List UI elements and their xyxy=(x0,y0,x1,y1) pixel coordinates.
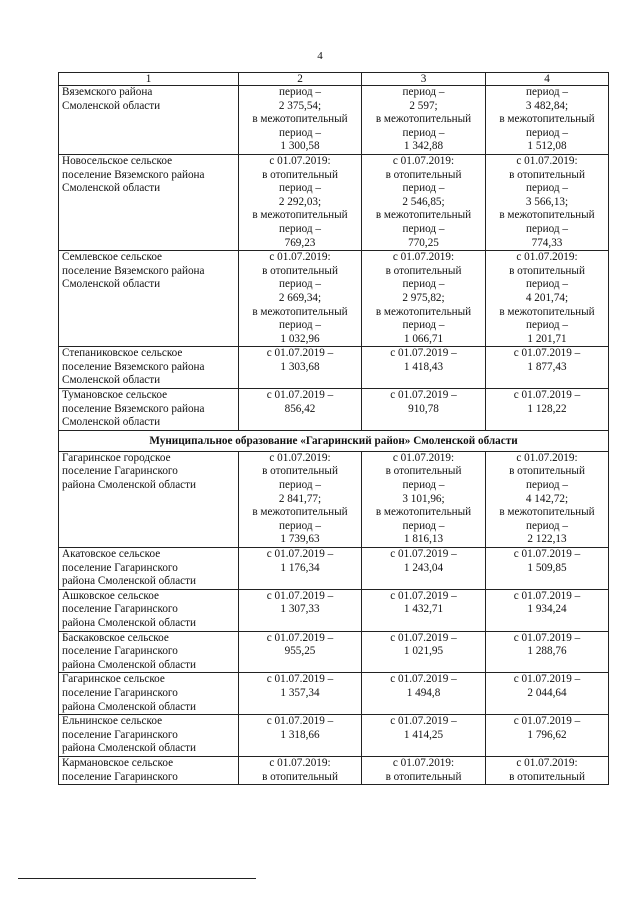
value-line: с 01.07.2019 – xyxy=(266,389,334,402)
value-line: 1 243,04 xyxy=(403,561,444,574)
value-line: 910,78 xyxy=(408,402,439,415)
value-line: 1 512,08 xyxy=(527,140,567,153)
value-line: в отопительный xyxy=(509,465,585,478)
value-line: период – xyxy=(402,86,445,98)
tariff-cell-3 xyxy=(362,715,486,757)
value-line: с 01.07.2019 – xyxy=(513,589,581,602)
name-line: поселение Гагаринского xyxy=(62,645,178,658)
value-line: в межотопительный xyxy=(499,209,595,222)
settlement-name-cell xyxy=(59,389,239,431)
value-line: 1 318,66 xyxy=(280,728,320,741)
value-line: с 01.07.2019: xyxy=(392,756,455,769)
tariff-cell-4 xyxy=(486,389,609,431)
name-line: Акатовское сельское xyxy=(62,548,161,560)
value-line: с 01.07.2019: xyxy=(392,451,455,464)
value-line: в межотопительный xyxy=(252,209,348,222)
name-line: поселение Вяземского района xyxy=(62,360,205,373)
value-line: 2 841,77; xyxy=(278,492,322,505)
value-line: период – xyxy=(279,222,321,235)
name-line: Смоленской области xyxy=(62,182,161,195)
settlement-name-cell xyxy=(59,86,239,155)
value-line: в межотопительный xyxy=(375,506,472,519)
tariff-cell-3 xyxy=(362,347,486,389)
value-line: 1 357,34 xyxy=(280,686,320,699)
settlement-name-cell xyxy=(59,631,239,673)
value-line: период – xyxy=(279,479,321,492)
tariff-cell-4 xyxy=(486,347,609,389)
value-line: с 01.07.2019 – xyxy=(266,631,334,644)
value-line: период – xyxy=(279,519,321,532)
value-line: 2 669,34; xyxy=(278,291,322,304)
value-line: 769,23 xyxy=(284,236,316,249)
tariff-cell-2 xyxy=(239,756,362,784)
value-line: 1 739,63 xyxy=(280,533,320,546)
name-line: Смоленской области xyxy=(62,278,161,291)
value-line: в отопительный xyxy=(262,465,338,478)
header-cell-4: 4 xyxy=(486,73,609,86)
value-line: период – xyxy=(526,86,568,98)
tariff-cell-4 xyxy=(486,631,609,673)
name-line: Ашковское сельское xyxy=(62,589,159,602)
value-line: период – xyxy=(526,319,568,332)
name-line: района Смоленской области xyxy=(62,742,197,755)
tariff-cell-3 xyxy=(362,756,486,784)
value-line: с 01.07.2019: xyxy=(269,251,331,264)
value-line: 1 201,71 xyxy=(527,332,567,345)
settlement-name-cell xyxy=(59,715,239,757)
value-line: в отопительный xyxy=(509,168,585,181)
value-line: в межотопительный xyxy=(375,305,472,318)
section-block xyxy=(59,430,609,451)
table-row xyxy=(59,756,609,784)
value-line: 1 303,68 xyxy=(280,360,320,373)
value-line: 2 975,82; xyxy=(402,291,445,304)
value-line: с 01.07.2019: xyxy=(516,154,578,167)
name-line: Смоленской области xyxy=(62,416,161,429)
page-number: 4 xyxy=(317,50,323,62)
value-line: 1 432,71 xyxy=(403,603,444,616)
value-line: с 01.07.2019: xyxy=(516,451,578,464)
name-line: поселение Гагаринского xyxy=(62,561,178,574)
settlement-name-cell xyxy=(59,451,239,547)
settlement-name-cell xyxy=(59,589,239,631)
tariff-cell-2 xyxy=(239,631,362,673)
tariff-cell-3 xyxy=(362,548,486,590)
header-cell-1: 1 xyxy=(59,73,239,86)
value-line: с 01.07.2019 – xyxy=(513,548,581,560)
value-line: в отопительный xyxy=(385,465,462,478)
value-line: 1 021,95 xyxy=(403,645,444,658)
value-line: с 01.07.2019: xyxy=(516,756,578,769)
value-line: в отопительный xyxy=(385,770,462,783)
name-line: Смоленской области xyxy=(62,374,161,387)
value-line: период – xyxy=(279,278,321,291)
value-line: 774,33 xyxy=(531,236,563,249)
value-line: в отопительный xyxy=(509,770,585,783)
name-line: Гагаринское городское xyxy=(62,451,171,464)
value-line: с 01.07.2019: xyxy=(269,451,331,464)
tariff-cell-3 xyxy=(362,451,486,547)
value-line: с 01.07.2019: xyxy=(392,154,455,167)
tariff-cell-3 xyxy=(362,389,486,431)
value-line: с 01.07.2019 – xyxy=(390,715,457,728)
name-line: поселение Вяземского района xyxy=(62,168,205,181)
value-line: с 01.07.2019 – xyxy=(513,715,581,728)
value-line: 1 128,22 xyxy=(527,402,567,415)
value-line: в межотопительный xyxy=(499,506,595,519)
value-line: с 01.07.2019 – xyxy=(390,631,457,644)
value-line: период – xyxy=(402,126,445,139)
value-line: с 01.07.2019 – xyxy=(390,389,457,402)
table-row xyxy=(59,673,609,715)
value-line: 4 142,72; xyxy=(525,492,569,505)
name-line: Кармановское сельское xyxy=(62,756,174,769)
name-line: поселение Гагаринского xyxy=(62,603,178,616)
value-line: в отопительный xyxy=(262,168,338,181)
value-line: период – xyxy=(402,319,445,332)
section-row xyxy=(59,430,609,451)
value-line: 1 418,43 xyxy=(403,360,444,373)
value-line: 1 816,13 xyxy=(403,533,444,546)
tariff-cell-3 xyxy=(362,589,486,631)
value-line: с 01.07.2019 – xyxy=(390,548,457,560)
tariff-cell-4 xyxy=(486,86,609,155)
tariff-cell-2 xyxy=(239,86,362,155)
value-line: с 01.07.2019 – xyxy=(390,347,457,360)
tariff-cell-2 xyxy=(239,715,362,757)
value-line: 1 307,33 xyxy=(280,603,320,616)
table-row xyxy=(59,86,609,155)
value-line: 1 877,43 xyxy=(527,360,567,373)
header-cell-3: 3 xyxy=(362,73,486,86)
name-line: Степаниковское сельское xyxy=(62,347,183,360)
value-line: 2 122,13 xyxy=(527,533,567,546)
name-line: Баскаковское сельское xyxy=(62,631,169,644)
value-line: период – xyxy=(526,519,568,532)
tariff-cell-4 xyxy=(486,756,609,784)
settlement-name-cell xyxy=(59,154,239,250)
tariff-cell-3 xyxy=(362,86,486,155)
value-line: в отопительный xyxy=(385,264,462,277)
value-line: период – xyxy=(279,319,321,332)
value-line: с 01.07.2019 – xyxy=(513,389,581,402)
value-line: 3 101,96; xyxy=(402,492,445,505)
tariff-cell-2 xyxy=(239,389,362,431)
settlement-name-cell xyxy=(59,251,239,347)
value-line: 856,42 xyxy=(284,402,316,415)
name-line: района Смоленской области xyxy=(62,575,197,588)
table-row xyxy=(59,548,609,590)
value-line: период – xyxy=(402,278,445,291)
value-line: 3 482,84; xyxy=(525,99,569,112)
value-line: с 01.07.2019 – xyxy=(513,347,581,360)
tariff-cell-4 xyxy=(486,548,609,590)
value-line: период – xyxy=(526,479,568,492)
value-line: с 01.07.2019: xyxy=(269,756,331,769)
name-line: Вяземского района xyxy=(62,86,153,98)
table-body-after xyxy=(59,451,609,784)
value-line: период – xyxy=(526,222,568,235)
value-line: 1 032,96 xyxy=(280,332,320,345)
name-line: района Смоленской области xyxy=(62,700,197,713)
name-line: поселение Гагаринского xyxy=(62,465,178,478)
value-line: в межотопительный xyxy=(499,305,595,318)
value-line: в межотопительный xyxy=(252,506,348,519)
value-line: в межотопительный xyxy=(375,113,472,126)
value-line: с 01.07.2019 – xyxy=(266,347,334,360)
value-line: с 01.07.2019 – xyxy=(266,673,334,686)
section-title: Муниципальное образование «Гагаринский район» Смоленской области xyxy=(59,430,609,451)
name-line: района Смоленской области xyxy=(62,616,197,629)
tariff-cell-4 xyxy=(486,715,609,757)
footnote-divider xyxy=(18,878,256,879)
tariff-cell-4 xyxy=(486,673,609,715)
value-line: в отопительный xyxy=(509,264,585,277)
value-line: период – xyxy=(526,278,568,291)
value-line: 2 292,03; xyxy=(278,195,322,208)
name-line: Семлевское сельское xyxy=(62,251,163,264)
value-line: с 01.07.2019: xyxy=(516,251,578,264)
value-line: 1 176,34 xyxy=(280,561,320,574)
value-line: 1 509,85 xyxy=(527,561,567,574)
value-line: 1 342,88 xyxy=(403,140,444,153)
table-header-row xyxy=(59,73,609,86)
tariff-cell-2 xyxy=(239,451,362,547)
name-line: района Смоленской области xyxy=(62,479,197,492)
value-line: с 01.07.2019 – xyxy=(390,589,457,602)
value-line: период – xyxy=(526,126,568,139)
table-row xyxy=(59,389,609,431)
value-line: в межотопительный xyxy=(375,209,472,222)
value-line: с 01.07.2019 – xyxy=(266,715,334,728)
tariff-cell-2 xyxy=(239,347,362,389)
value-line: период – xyxy=(402,182,445,195)
name-line: поселение Вяземского района xyxy=(62,264,205,277)
value-line: 1 066,71 xyxy=(403,332,444,345)
name-line: поселение Вяземского района xyxy=(62,402,205,415)
value-line: период – xyxy=(279,86,321,98)
table-row xyxy=(59,631,609,673)
value-line: в межотопительный xyxy=(252,113,348,126)
value-line: с 01.07.2019 – xyxy=(266,589,334,602)
value-line: 770,25 xyxy=(408,236,439,249)
value-line: период – xyxy=(279,126,321,139)
value-line: 1 414,25 xyxy=(403,728,444,741)
name-line: Смоленской области xyxy=(62,99,161,112)
value-line: в межотопительный xyxy=(499,113,595,126)
value-line: 2 546,85; xyxy=(402,195,445,208)
tariff-cell-4 xyxy=(486,154,609,250)
value-line: 2 597; xyxy=(409,99,438,112)
name-line: поселение Гагаринского xyxy=(62,686,178,699)
value-line: с 01.07.2019: xyxy=(269,154,331,167)
value-line: с 01.07.2019 – xyxy=(513,631,581,644)
value-line: период – xyxy=(402,479,445,492)
settlement-name-cell xyxy=(59,548,239,590)
value-line: период – xyxy=(526,182,568,195)
value-line: период – xyxy=(402,519,445,532)
header-cell-2: 2 xyxy=(239,73,362,86)
value-line: 955,25 xyxy=(284,645,316,658)
name-line: Новосельское сельское xyxy=(62,154,173,167)
value-line: с 01.07.2019 – xyxy=(266,548,334,560)
value-line: с 01.07.2019 – xyxy=(513,673,581,686)
tariff-cell-2 xyxy=(239,673,362,715)
value-line: с 01.07.2019 – xyxy=(390,673,457,686)
table-row xyxy=(59,251,609,347)
value-line: 2 044,64 xyxy=(527,686,567,699)
tariff-cell-2 xyxy=(239,589,362,631)
value-line: в отопительный xyxy=(385,168,462,181)
tariff-cell-3 xyxy=(362,154,486,250)
table-row xyxy=(59,347,609,389)
table-row xyxy=(59,154,609,250)
value-line: период – xyxy=(402,222,445,235)
value-line: 3 566,13; xyxy=(525,195,569,208)
value-line: 1 796,62 xyxy=(527,728,567,741)
value-line: с 01.07.2019: xyxy=(392,251,455,264)
tariff-cell-4 xyxy=(486,451,609,547)
table-body-before xyxy=(59,73,609,431)
settlement-name-cell xyxy=(59,673,239,715)
tariff-table xyxy=(58,72,609,785)
value-line: 1 494,8 xyxy=(406,686,441,699)
name-line: поселение Гагаринского xyxy=(62,770,178,783)
tariff-cell-2 xyxy=(239,251,362,347)
name-line: Гагаринское сельское xyxy=(62,673,165,686)
tariff-cell-3 xyxy=(362,251,486,347)
value-line: 1 288,76 xyxy=(527,645,567,658)
value-line: в отопительный xyxy=(262,264,338,277)
value-line: 4 201,74; xyxy=(525,291,569,304)
table-row xyxy=(59,715,609,757)
tariff-cell-2 xyxy=(239,548,362,590)
name-line: района Смоленской области xyxy=(62,658,197,671)
value-line: 1 934,24 xyxy=(527,603,567,616)
value-line: 1 300,58 xyxy=(280,140,320,153)
tariff-cell-2 xyxy=(239,154,362,250)
value-line: период – xyxy=(279,182,321,195)
value-line: 2 375,54; xyxy=(278,99,322,112)
tariff-cell-4 xyxy=(486,251,609,347)
table-row xyxy=(59,589,609,631)
settlement-name-cell xyxy=(59,756,239,784)
tariff-cell-3 xyxy=(362,631,486,673)
value-line: в отопительный xyxy=(262,770,338,783)
name-line: Тумановское сельское xyxy=(62,389,168,402)
name-line: поселение Гагаринского xyxy=(62,728,178,741)
tariff-cell-3 xyxy=(362,673,486,715)
tariff-cell-4 xyxy=(486,589,609,631)
value-line: в межотопительный xyxy=(252,305,348,318)
name-line: Ельнинское сельское xyxy=(62,715,163,728)
table-row xyxy=(59,451,609,547)
settlement-name-cell xyxy=(59,347,239,389)
